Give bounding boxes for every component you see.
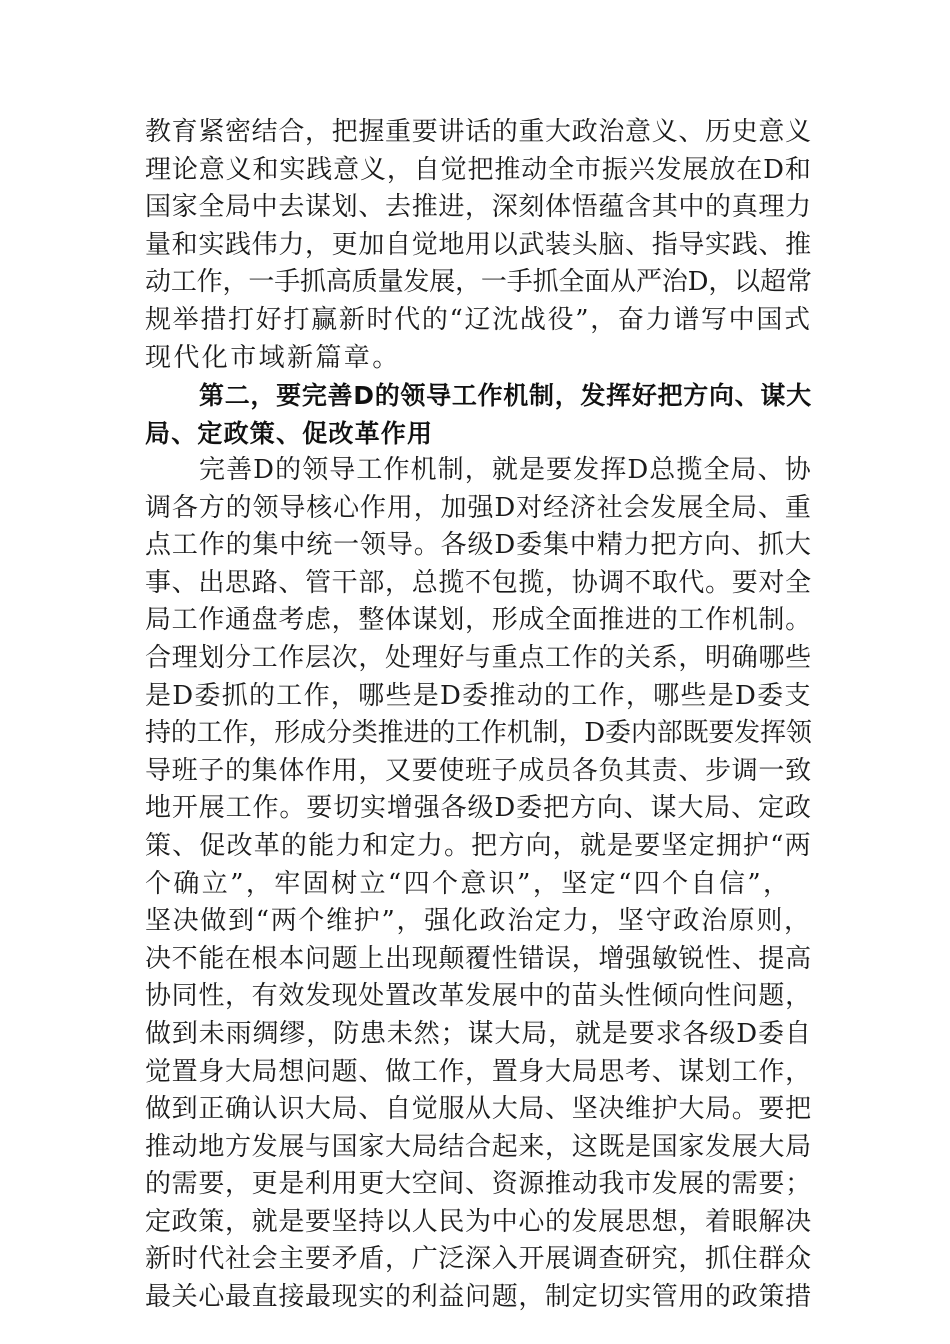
paragraph-line: 个确立”，牢固树立“四个意识”，坚定“四个自信”， <box>145 868 792 899</box>
paragraph-line: 国家全局中去谋划、去推进，深刻体悟蕴含其中的真理力 <box>145 192 812 223</box>
paragraph-line: 地开展工作。要切实增强各级D委把方向、谋大局、定政 <box>145 793 812 824</box>
paragraph-1 <box>145 114 813 377</box>
paragraph-line: 协同性，有效发现处置改革发展中的苗头性倾向性问题， <box>145 981 812 1012</box>
paragraph-line: 事、出思路、管干部，总揽不包揽，协调不取代。要对全 <box>145 567 812 598</box>
paragraph-line: 规举措打好打赢新时代的“辽沈战役”，奋力谱写中国式 <box>145 304 812 335</box>
paragraph-line: 现代化市域新篇章。 <box>145 342 401 373</box>
paragraph-line: 动工作，一手抓高质量发展，一手抓全面从严治D，以超常 <box>145 267 812 298</box>
paragraph-line: 推动地方发展与国家大局结合起来，这既是国家发展大局 <box>145 1131 812 1162</box>
paragraph-line: 坚决做到“两个维护”，强化政治定力，坚守政治原则， <box>145 906 812 937</box>
heading-line: 第二，要完善D的领导工作机制，发挥好把方向、谋大 <box>199 381 812 410</box>
paragraph-line: 决不能在根本问题上出现颠覆性错误，增强敏锐性、提高 <box>145 943 812 974</box>
paragraph-line: 做到正确认识大局、自觉服从大局、坚决维护大局。要把 <box>145 1094 812 1125</box>
paragraph-line: 量和实践伟力，更加自觉地用以武装头脑、指导实践、推 <box>145 229 812 260</box>
paragraph-line: 定政策，就是要坚持以人民为中心的发展思想，着眼解决 <box>145 1206 812 1237</box>
paragraph-line: 完善D的领导工作机制，就是要发挥D总揽全局、协 <box>199 455 812 485</box>
heading-line: 局、定政策、促改革作用 <box>145 418 434 448</box>
paragraph-line: 的需要，更是利用更大空间、资源推动我市发展的需要； <box>145 1169 812 1200</box>
paragraph-line: 导班子的集体作用，又要使班子成员各负其责、步调一致 <box>145 755 812 786</box>
paragraph-line: 教育紧密结合，把握重要讲话的重大政治意义、历史意义 <box>145 117 812 147</box>
paragraph-line: 局工作通盘考虑，整体谋划，形成全面推进的工作机制。 <box>145 605 812 636</box>
paragraph-line: 觉置身大局想问题、做工作，置身大局思考、谋划工作， <box>145 1056 812 1087</box>
paragraph-line: 调各方的领导核心作用，加强D对经济社会发展全局、重 <box>145 492 812 523</box>
paragraph-line: 最关心最直接最现实的利益问题，制定切实管用的政策措 <box>145 1282 812 1313</box>
paragraph-line: 新时代社会主要矛盾，广泛深入开展调查研究，抓住群众 <box>145 1244 812 1275</box>
paragraph-line: 持的工作，形成分类推进的工作机制，D委内部既要发挥领 <box>145 718 812 749</box>
paragraph-line: 做到未雨绸缪，防患未然；谋大局，就是要求各级D委自 <box>145 1018 812 1049</box>
section-heading <box>145 377 813 452</box>
paragraph-line: 合理划分工作层次，处理好与重点工作的关系，明确哪些 <box>145 642 812 673</box>
paragraph-2 <box>145 452 813 1317</box>
paragraph-line: 策、促改革的能力和定力。把方向，就是要坚定拥护“两 <box>145 830 812 861</box>
paragraph-line: 点工作的集中统一领导。各级D委集中精力把方向、抓大 <box>145 530 812 561</box>
paragraph-line: 理论意义和实践意义，自觉把推动全市振兴发展放在D和 <box>145 154 812 185</box>
paragraph-line: 是D委抓的工作，哪些是D委推动的工作，哪些是D委支 <box>145 680 812 711</box>
